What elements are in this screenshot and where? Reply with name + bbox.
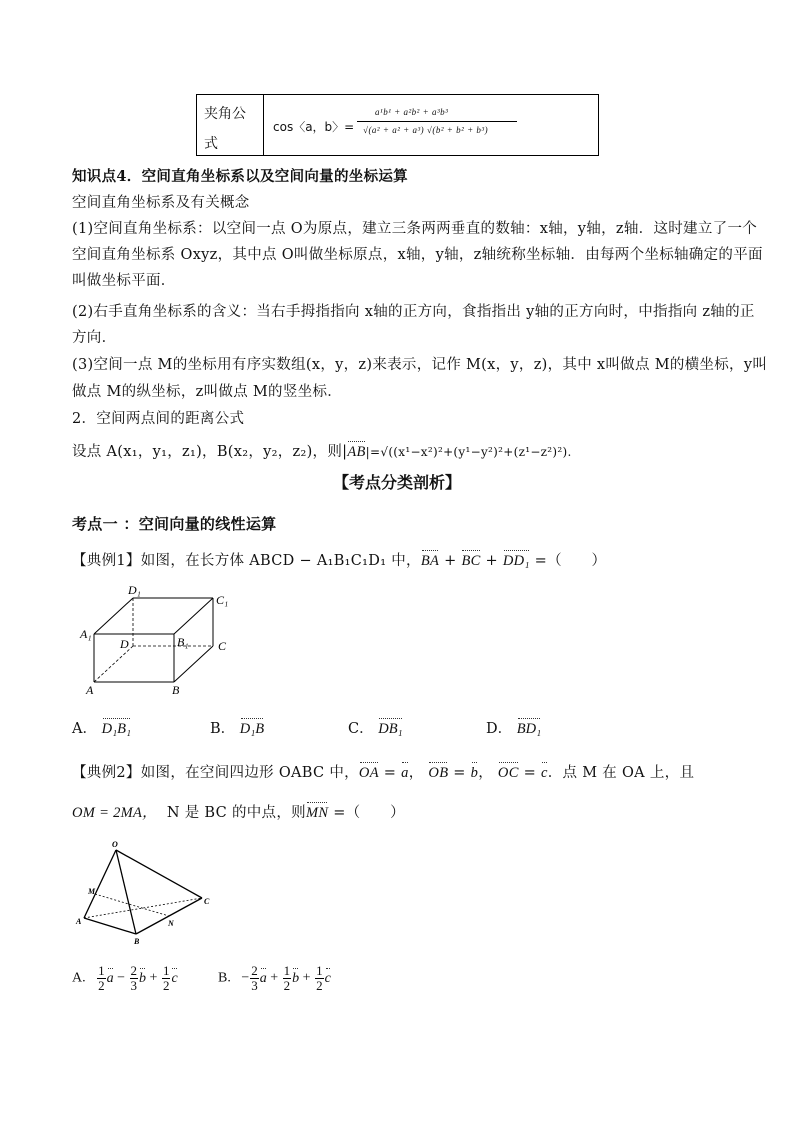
formula-denominator: √(a² + a² + a³) √(b² + b² + b³) xyxy=(363,125,489,135)
cuboid-label-d1: D₁ xyxy=(128,583,141,597)
vector-ba: BA xyxy=(420,553,440,569)
ex2-option-b-label: B. xyxy=(218,970,231,986)
option-a-label: A． xyxy=(72,721,97,737)
vector-b: b xyxy=(470,765,479,781)
option-c-vector: DB₁ xyxy=(378,721,403,737)
kp4-p1-line2: 空间直角坐标系 Oxyz，其中点 O叫做坐标原点，x轴，y轴，z轴统称坐标轴．由每两个坐标轴确定的平面 xyxy=(72,247,763,263)
option-a-vector: D₁B₁ xyxy=(101,721,132,737)
option-b-label: B． xyxy=(210,721,236,737)
vector-c: c xyxy=(540,765,548,781)
ex2-option-a-label: A. xyxy=(72,970,86,986)
example2-option-a[interactable]: A. $\frac{1}{2}$ a − $\frac{2}{3}$ b + $\frac{1}{2}$ c xyxy=(72,963,178,993)
fraction-bar xyxy=(357,121,517,122)
kp4-p3-line2: 做点 M的纵坐标，z叫做点 M的竖坐标． xyxy=(72,384,343,400)
vector-ob: OB xyxy=(428,765,449,781)
segment-mn xyxy=(95,894,169,916)
example2-stem-line1: 【典例2】如图，在空间四边形 OABC 中，OA = a， OB = b， OC = c．点 M 在 OA 上，且 xyxy=(72,765,695,781)
vector-bc: BC xyxy=(461,553,481,569)
kp4-p3-line1: (3)空间一点 M的坐标用有序实数组(x，y，z)来表示，记作 M(x，y，z)，其中 x叫做点 M的横坐标，y叫 xyxy=(72,357,768,373)
kp4-p2-line2: 方向． xyxy=(72,330,117,346)
edge-cb xyxy=(174,646,213,682)
example1-option-d[interactable] xyxy=(486,717,541,738)
edge-bc xyxy=(136,898,202,934)
tetra-label-b: B xyxy=(134,937,140,946)
hidden-edge-da xyxy=(94,646,133,682)
example1-prefix: 【典例1】如图，在长方体 ABCD − A₁B₁C₁D₁ 中， xyxy=(72,553,421,569)
kp4-p2-line1: (2)右手直角坐标系的含义：当右手拇指指向 x轴的正方向，食指指出 y轴的正方向时，中指指向 z轴的正 xyxy=(72,304,755,320)
table-label-line2: 式 xyxy=(204,136,218,152)
example2-condition: OM = 2MA， xyxy=(72,805,157,821)
example1-stem: 【典例1】如图，在长方体 ABCD − A₁B₁C₁D₁ 中，BA + BC + DD₁ =（ ） xyxy=(72,553,607,569)
cuboid-label-a: A xyxy=(86,683,94,696)
edge-ab xyxy=(84,918,136,934)
cos-expression: cos〈a，b〉= xyxy=(273,120,355,134)
formula-numerator: a¹b¹ + a²b² + a³b³ xyxy=(375,107,449,117)
edge-oc xyxy=(116,850,202,898)
cuboid-label-b: B xyxy=(172,683,180,696)
vector-oa: OA xyxy=(358,765,379,781)
distance-prefix: 设点 A(x₁，y₁，z₁)，B(x₂，y₂，z₂)，则| xyxy=(72,444,348,460)
example2-n-midpoint: N 是 BC 的中点，则 xyxy=(166,805,306,821)
example2-suffix: =（ ） xyxy=(328,805,405,821)
edge-ob xyxy=(116,850,136,934)
option-d-label: D． xyxy=(486,721,513,737)
cuboid-label-c: C xyxy=(218,639,227,653)
section-title: 【考点分类剖析】 xyxy=(332,473,461,492)
option-c-label: C． xyxy=(348,721,374,737)
table-divider xyxy=(263,95,264,155)
example2-mid: ．点 M 在 OA 上，且 xyxy=(547,765,695,781)
kp4-sec2-heading: 2．空间两点间的距离公式 xyxy=(72,411,245,427)
vector-a: a xyxy=(401,765,409,781)
cuboid-label-a1: A₁ xyxy=(80,627,92,641)
option-d-vector: BD₁ xyxy=(516,721,542,737)
edge-a1d1 xyxy=(94,598,133,634)
distance-suffix: |=√((x¹−x²)²+(y¹−y²)²+(z¹−z²)²). xyxy=(365,445,572,459)
tetra-label-n: N xyxy=(168,919,174,928)
vector-oc: OC xyxy=(497,765,519,781)
cuboid-label-b1: B₁ xyxy=(177,635,189,649)
example1-option-a[interactable] xyxy=(72,717,131,738)
example2-stem-line2 xyxy=(72,801,405,822)
table-label-line1: 夹角公 xyxy=(204,106,246,122)
cuboid-label-c1: C₁ xyxy=(216,593,229,607)
topic1-heading: 考点一 ：空间向量的线性运算 xyxy=(72,515,277,533)
vector-mn: MN xyxy=(305,805,329,821)
example2-option-b[interactable]: B. − $\frac{2}{3}$ a + $\frac{1}{2}$ b + $\frac{1}{2}$ c xyxy=(218,963,331,993)
example1-suffix: =（ ） xyxy=(529,553,607,569)
edge-oa xyxy=(84,850,116,918)
cuboid-figure xyxy=(78,582,248,696)
option-b-vector: D₁B xyxy=(239,721,265,737)
tetra-label-c: C xyxy=(204,897,210,906)
angle-formula-table xyxy=(196,94,599,156)
example1-option-c[interactable] xyxy=(348,717,403,738)
tetrahedron-figure xyxy=(72,838,222,948)
distance-formula xyxy=(72,440,572,461)
kp4-subheading: 空间直角坐标系及有关概念 xyxy=(72,195,250,211)
tetra-label-o: O xyxy=(112,840,118,849)
edge-c1b1 xyxy=(174,598,213,634)
kp4-p1-line3: 叫做坐标平面． xyxy=(72,273,176,289)
kp4-heading: 知识点4．空间直角坐标系以及空间向量的坐标运算 xyxy=(72,168,408,185)
vector-ab: AB xyxy=(347,444,366,460)
kp4-p1-line1: (1)空间直角坐标系：以空间一点 O为原点，建立三条两两垂直的数轴：x轴，y轴，z轴．这时建立了一个 xyxy=(72,221,758,237)
tetra-label-a: A xyxy=(76,917,82,926)
example1-option-b[interactable] xyxy=(210,717,264,738)
tetra-label-m: M xyxy=(88,887,96,896)
vector-dd1: DD₁ xyxy=(502,553,530,569)
cuboid-label-d: D xyxy=(120,637,129,651)
example2-prefix: 【典例2】如图，在空间四边形 OABC 中， xyxy=(72,765,359,781)
